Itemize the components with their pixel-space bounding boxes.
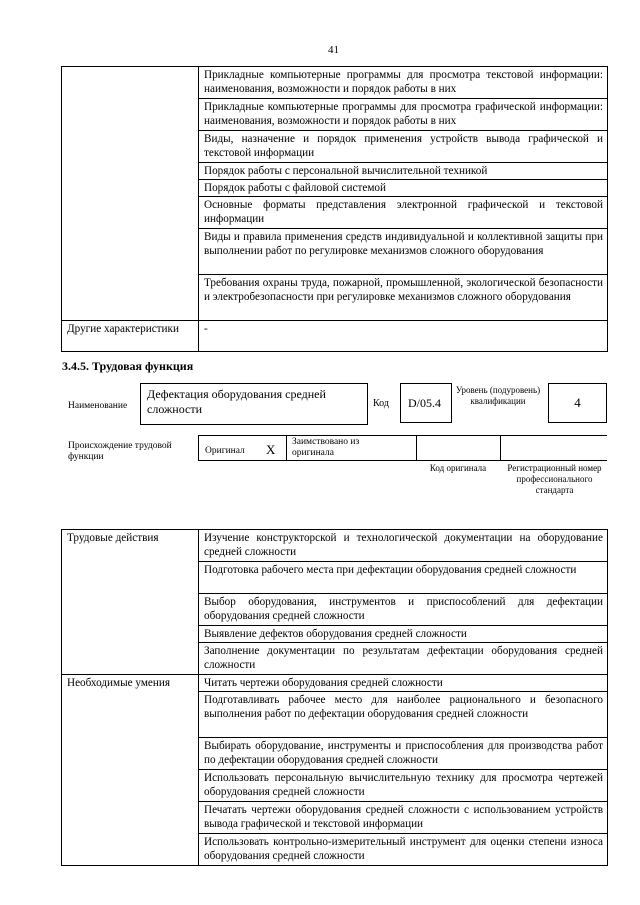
- divider: [198, 435, 199, 460]
- table-cell: Заполнение документации по результатам дефектации оборудования средней сложности: [199, 643, 608, 675]
- borrowed-label: Заимствовано из оригинала: [292, 437, 360, 458]
- name-label: Наименование: [68, 401, 128, 411]
- table-cell: Выявление дефектов оборудования средней сложности: [199, 626, 608, 643]
- name-box: [140, 383, 368, 425]
- origin-label: Происхождение трудовой функции: [68, 441, 172, 462]
- table-cell: Подготовка рабочего места при дефектации оборудования средней сложности: [199, 562, 608, 594]
- table-cell: Изучение конструкторской и технологической документации на оборудование средней сложности: [199, 530, 608, 562]
- original-mark: X: [266, 442, 276, 457]
- table-cell: Использовать контрольно-измерительный инструмент для оценки степени износа оборудования средней сложности: [199, 834, 608, 866]
- original-label: Оригинал: [205, 446, 245, 456]
- divider: [416, 435, 417, 460]
- actions-label: Трудовые действия: [62, 530, 199, 675]
- divider: [286, 435, 287, 460]
- table-cell-empty: [62, 67, 199, 321]
- function-table: [61, 529, 608, 866]
- other-characteristics-value: -: [199, 321, 608, 352]
- level-box: [548, 383, 607, 423]
- reg-number-label: Регистрационный номер профессионального стандарта: [507, 463, 602, 495]
- table-cell: Прикладные компьютерные программы для просмотра текстовой информации: наименования, возможности и порядок работы в них: [199, 67, 608, 99]
- table-row: [62, 321, 608, 352]
- table-row: [62, 67, 608, 99]
- origin-top-line: [198, 435, 607, 436]
- table-cell: Читать чертежи оборудования средней сложности: [199, 675, 608, 692]
- table-cell: Выбор оборудования, инструментов и приспособлений для дефектации оборудования средней сложности: [199, 594, 608, 626]
- table-cell: Использовать персональную вычислительную технику для просмотра чертежей оборудования средней сложности: [199, 770, 608, 802]
- code-original-label: Код оригинала: [429, 463, 487, 473]
- function-name: Дефектация оборудования средней сложности: [147, 387, 326, 416]
- code-box: [400, 383, 452, 423]
- page-number: 41: [328, 44, 339, 56]
- level-label: Уровень (подуровень) квалификации: [455, 385, 541, 406]
- table-row: [62, 675, 608, 692]
- table-cell: Основные форматы представления электронной графической и текстовой информации: [199, 197, 608, 229]
- level-value: 4: [574, 395, 581, 410]
- table-cell: Виды и правила применения средств индивидуальной и коллективной защиты при выполнении работ по регулировке механизмов сложного оборудования: [199, 229, 608, 275]
- table-row: [62, 530, 608, 562]
- code-value: D/05.4: [408, 396, 441, 410]
- skills-label: Необходимые умения: [62, 675, 199, 866]
- table-cell: Печатать чертежи оборудования средней сложности с использованием устройств вывода графической и текстовой информации: [199, 802, 608, 834]
- code-label: Код: [373, 398, 389, 409]
- table-cell: Порядок работы с персональной вычислительной техникой: [199, 163, 608, 180]
- table-cell: Требования охраны труда, пожарной, промышленной, экологической безопасности и электробезопасности при регулировке механизмов сложного оборудования: [199, 275, 608, 321]
- origin-bottom-line: [198, 460, 607, 461]
- table-cell: Порядок работы с файловой системой: [199, 180, 608, 197]
- table-cell: Виды, назначение и порядок применения устройств вывода графической и текстовой информации: [199, 131, 608, 163]
- other-characteristics-label: Другие характеристики: [62, 321, 199, 352]
- table-cell: Подготавливать рабочее место для наиболее рационального и безопасного выполнения работ по дефектации оборудования средней сложности: [199, 692, 608, 738]
- section-heading: 3.4.5. Трудовая функция: [62, 359, 194, 373]
- divider: [500, 435, 501, 460]
- knowledge-table: [61, 66, 608, 352]
- table-cell: Выбирать оборудование, инструменты и приспособления для производства работ по дефектации оборудования средней сложности: [199, 738, 608, 770]
- table-cell: Прикладные компьютерные программы для просмотра графической информации: наименования, возможности и порядок работы в них: [199, 99, 608, 131]
